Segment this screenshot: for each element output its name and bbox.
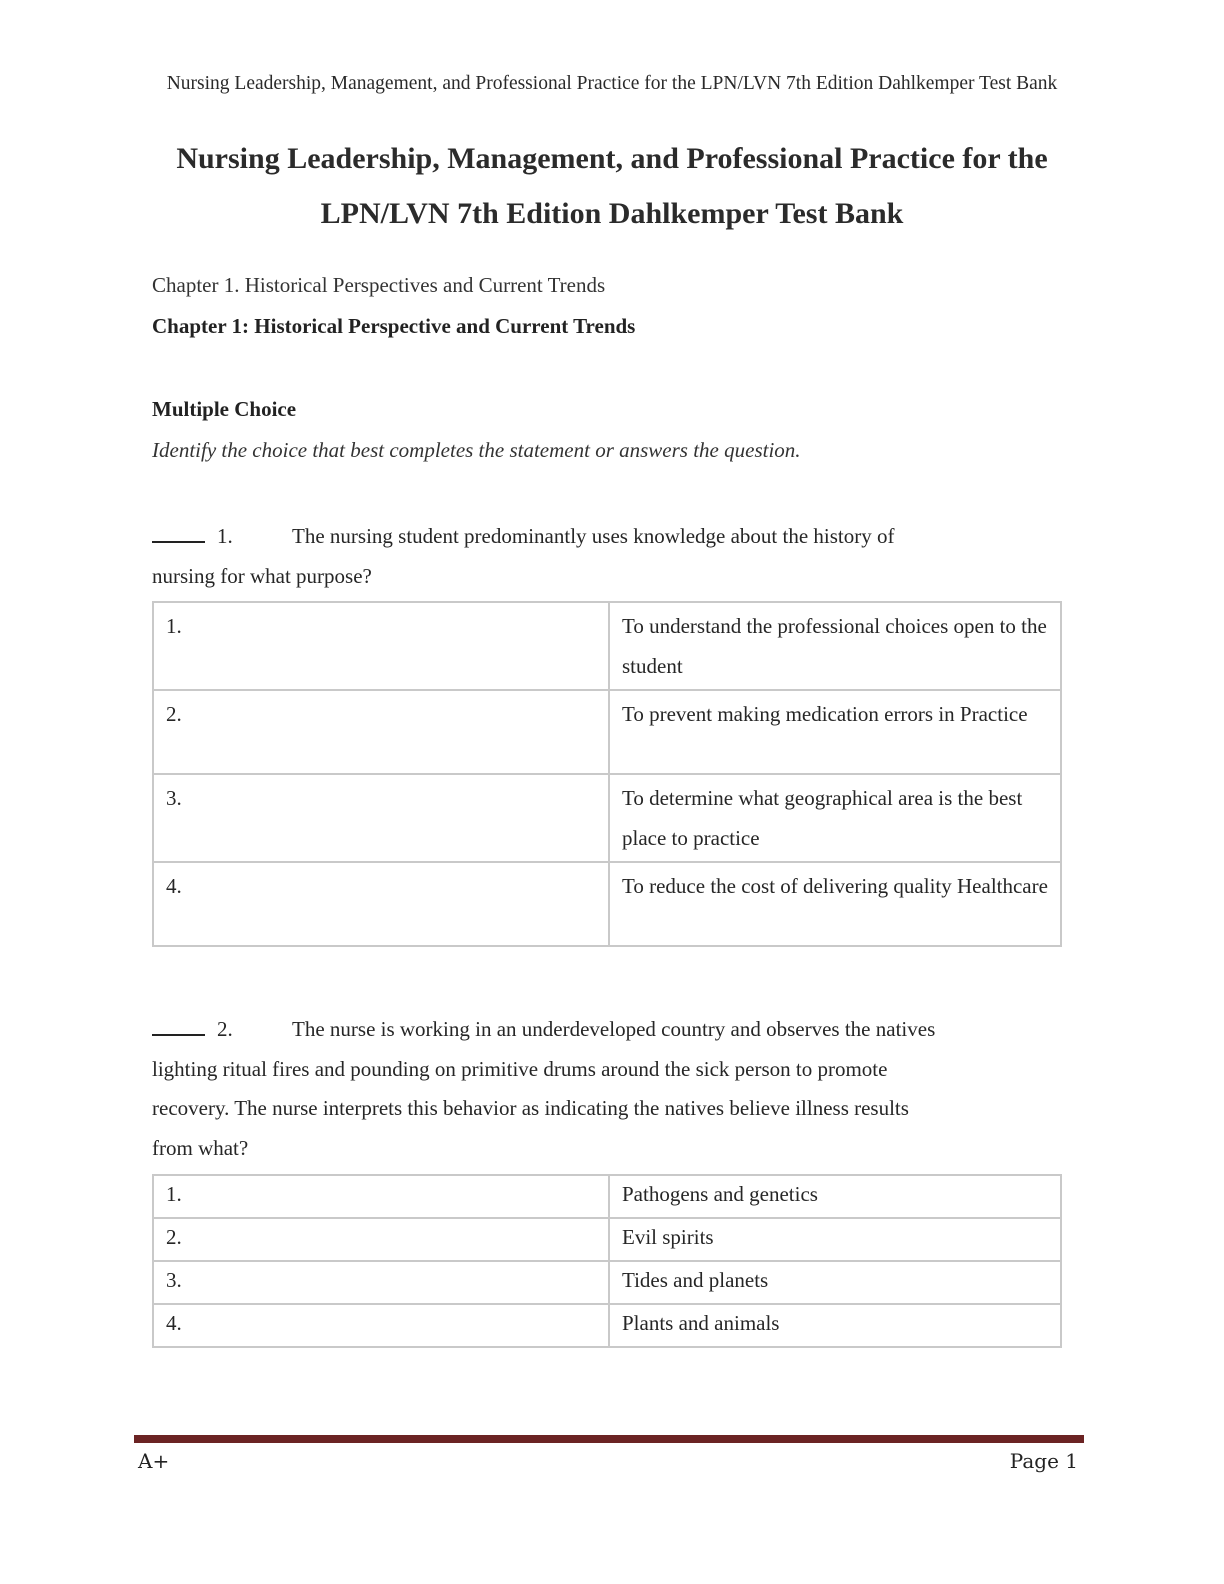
question-1 (152, 517, 952, 596)
option-label: 1. (153, 602, 609, 690)
instructions: Identify the choice that best completes the statement or answers the question. (152, 438, 801, 462)
option-label: 1. (153, 1175, 609, 1218)
footer-grade: A+ (138, 1449, 170, 1473)
question-stem: The nursing student predominantly uses knowledge about the history of nursing for what purpose? (152, 524, 895, 588)
option-row (153, 1218, 1061, 1261)
option-text: Pathogens and genetics (609, 1175, 1061, 1218)
option-text: Tides and planets (609, 1261, 1061, 1304)
option-label: 4. (153, 862, 609, 946)
option-label: 3. (153, 1261, 609, 1304)
option-label: 4. (153, 1304, 609, 1347)
option-row (153, 602, 1061, 690)
section-heading: Multiple Choice (152, 397, 297, 421)
question-stem: The nurse is working in an underdeveloped country and observes the natives lighting ritual fires and pounding on primitive drums around the sick person to promote recovery. The nurse interprets this behavior as indicating the natives believe illness results from what? (152, 1017, 936, 1160)
answer-blank[interactable] (152, 1033, 205, 1036)
chapter-line: Chapter 1. Historical Perspectives and Current Trends (152, 273, 606, 297)
question-number: 2. (217, 1017, 233, 1041)
option-text: Evil spirits (609, 1218, 1061, 1261)
option-text: To prevent making medication errors in Practice (609, 690, 1061, 774)
option-row (153, 862, 1061, 946)
option-row (153, 1261, 1061, 1304)
option-text: To understand the professional choices open to the student (609, 602, 1061, 690)
option-label: 3. (153, 774, 609, 862)
option-row (153, 1304, 1061, 1347)
option-text: To determine what geographical area is the best place to practice (609, 774, 1061, 862)
document-title: Nursing Leadership, Management, and Professional Practice for the LPN/LVN 7th Edition Dahlkemper Test Bank (176, 142, 1048, 230)
chapter-heading: Chapter 1: Historical Perspective and Current Trends (152, 314, 636, 338)
page-number: Page 1 (1009, 1449, 1078, 1473)
option-label: 2. (153, 1218, 609, 1261)
answer-blank[interactable] (152, 540, 205, 543)
options-table-2 (152, 1174, 1062, 1348)
options-table-1 (152, 601, 1062, 947)
question-2 (152, 1010, 952, 1168)
footer-rule (134, 1435, 1084, 1443)
option-row (153, 1175, 1061, 1218)
option-text: Plants and animals (609, 1304, 1061, 1347)
option-text: To reduce the cost of delivering quality Healthcare (609, 862, 1061, 946)
running-header: Nursing Leadership, Management, and Professional Practice for the LPN/LVN 7th Edition Dahlkemper Test Bank (166, 73, 1058, 94)
question-number: 1. (217, 524, 233, 548)
option-label: 2. (153, 690, 609, 774)
option-row (153, 690, 1061, 774)
option-row (153, 774, 1061, 862)
